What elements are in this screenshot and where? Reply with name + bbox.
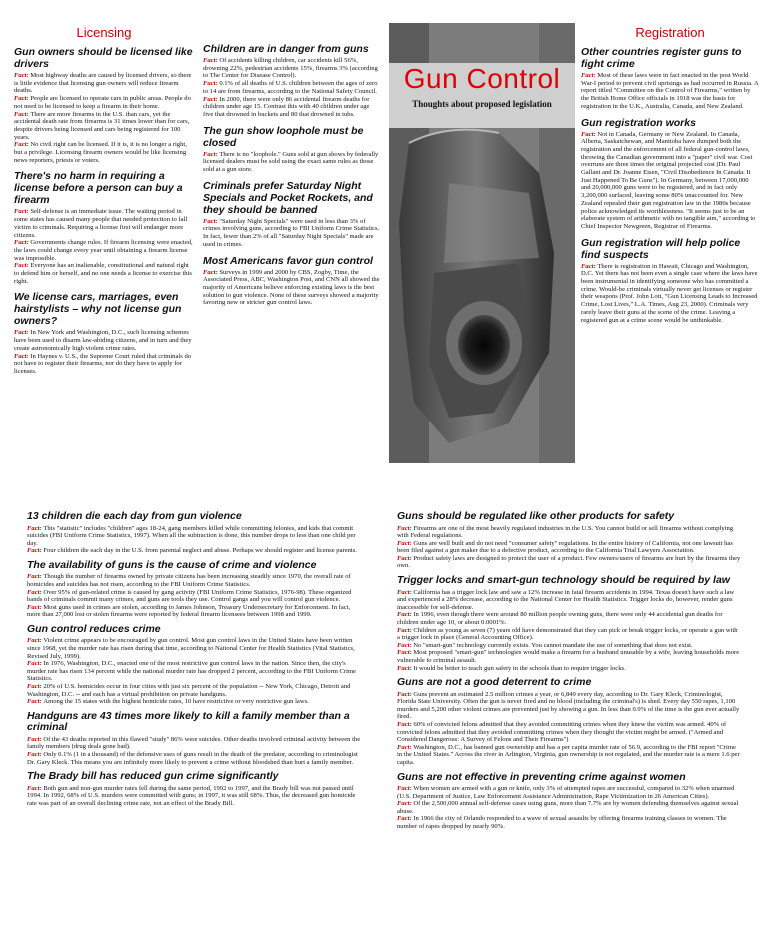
- section-heading: The gun show loophole must be closed: [203, 124, 364, 149]
- licensing-sections: [14, 46, 194, 376]
- fact-label: Fact:: [397, 611, 414, 619]
- section-heading: The Brady bill has reduced gun crime significantly: [27, 770, 279, 783]
- registration-column: [581, 25, 759, 324]
- fact-text: There is no "loophole." Guns sold at gun shows by federally licensed dealers must be sold using the exact same rules as those sold at a gun store.: [203, 150, 379, 174]
- fact-text: 20% of U.S. homicides occur in four cities with just six percent of the population -- New York, Chicago, Detroit and Washington, D.C. -- and each has a virtual prohibition on private handguns.: [27, 683, 351, 698]
- fact-label: Fact:: [27, 735, 44, 743]
- fact-paragraph: [14, 208, 194, 239]
- section-heading: Guns are not a good deterrent to crime: [397, 676, 592, 689]
- fact-paragraph: [397, 785, 742, 800]
- fact-label: Fact:: [203, 57, 220, 64]
- fact-text: Most of these laws were in fact enacted in the post World War-I period to prevent civil uprisings as had occurred in Russia. A report titled "Committee on the Control of Firearms," written by the British Home Office officials in 1918 was the basis for registration in the U.K., Australia, Canada, and New Zealand.: [581, 72, 759, 110]
- fact-label: Fact:: [27, 698, 44, 706]
- registration-sections: [581, 46, 759, 324]
- fact-label: Fact:: [397, 649, 414, 657]
- fact-paragraph: [203, 80, 381, 95]
- fact-label: Fact:: [397, 800, 414, 808]
- fact-text: When women are armed with a gun or knife, only 3% of attempted rapes are successful, compared to 32% when unarmed (U.S. Department of Justice, Law Enforcement Assistance Administration, Rape Victimization in 26 American Cities).: [397, 785, 735, 800]
- fact-label: Fact:: [397, 690, 414, 698]
- fact-paragraph: [14, 72, 194, 95]
- fact-label: Fact:: [581, 262, 598, 270]
- fact-label: Fact:: [14, 110, 31, 118]
- fact-text: Guns are well built and do not need "consumer safety" regulations. In the entire history of California, not one lawsuit has been filed against a gun maker due to a defective product, according to the California Trial Lawyers Association.: [397, 539, 733, 555]
- fact-paragraph: [397, 540, 742, 555]
- fact-paragraph: [397, 665, 742, 673]
- fact-label: Fact:: [203, 80, 220, 88]
- section-heading: Gun registration works: [581, 116, 696, 129]
- fact-label: Fact:: [397, 664, 414, 672]
- fact-text: Most guns used in crimes are stolen, according to James Johnson, Treasury Undersecretary for Enforcement. In fact, more than 27,000 lost or stolen firearms were reported by federal firearm licensees between 1998 and 1999.: [27, 603, 351, 619]
- fact-paragraph: [581, 131, 759, 231]
- fact-text: Governments change rules. If firearm licensing were enacted, the laws could change every year until obtaining a firearm license was impossible.: [14, 239, 193, 262]
- fact-paragraph: [27, 660, 365, 683]
- fact-text: Both gun and non-gun murder rates fell during the same period, 1992 to 1997, and the Brady bill was not passed until 1994. In 1992, 68% of U.S. murders were committed with guns; in 1997, it was still 68%. Thus, the decreased gun homicide rate was part of an overall declining crime rate, not an effect of the Brady Bill.: [27, 784, 356, 807]
- fact-paragraph: [14, 239, 194, 262]
- fact-text: No civil right can be licensed. If it is, it is no longer a right, but a privilege. Licensing firearm owners would be like licensing news reporters, priests or voters.: [14, 141, 187, 164]
- fact-text: Guns prevent an estimated 2.5 million crimes a year, or 6,849 every day, according to Dr. Gary Kleck, Criminologist, Florida State University. Often the gun is never fired and no blood (including the criminal's) is shed. Every day 550 rapes, 1,100 murders and 5,200 other violent crimes are prevented just by showing a gun. In less than 0.9% of the time is the gun ever actually fired.: [397, 690, 740, 721]
- fact-paragraph: [203, 269, 381, 308]
- fact-paragraph: [203, 218, 381, 249]
- section-heading: Criminals prefer Saturday Night Specials and Pocket Rockets, and they should be banned: [203, 179, 373, 216]
- cover-title: Gun Control: [403, 63, 561, 94]
- fact-label: Fact:: [14, 239, 31, 247]
- fact-label: Fact:: [27, 588, 44, 596]
- cover-image-block: [389, 23, 575, 463]
- fact-label: Fact:: [14, 208, 31, 216]
- fact-paragraph: [27, 604, 365, 619]
- fact-text: Of the 2,500,000 annual self-defense cases using guns, more than 7.7% are by women defending themselves against sexual abuse.: [397, 800, 739, 815]
- section-heading: Gun control reduces crime: [27, 622, 161, 635]
- fact-paragraph: [14, 353, 194, 376]
- fact-text: In 2000, there were only 86 accidental firearm deaths for children under age 15. Contrast this with 40 children under age five that drowned in buckets and 80 that drowned in tubs.: [203, 95, 370, 118]
- licensing-column: [14, 25, 194, 376]
- fact-text: In Haynes v. U.S., the Supreme Court ruled that criminals do not have to register their firearms, nor do they have to apply for licenses.: [14, 352, 192, 375]
- fact-label: Fact:: [397, 743, 414, 751]
- fact-text: Over 95% of gun-related crime is caused by gang activity (FBI Uniform Crime Statistics, 1976-98). These organized bands of criminals commit many crimes, and guns are tools they use. Control gangs and you will control gun violence.: [27, 588, 352, 604]
- fact-paragraph: [14, 141, 194, 164]
- fact-text: 0.1% of all deaths of U.S. children between the ages of zero to 14 are from firearms, according to the National Safety Council.: [203, 80, 378, 95]
- section-heading: Children are in danger from guns: [203, 43, 369, 55]
- fact-paragraph: [27, 751, 365, 766]
- fact-label: Fact:: [27, 750, 44, 758]
- fact-text: Most proposed "smart-gun" technologies would make a firearm for a husband unusable by a wife, leaving households more vulnerable to criminal assault.: [397, 649, 740, 664]
- section-heading: We license cars, marriages, even hairstylists – why not license gun owners?: [14, 291, 182, 328]
- fact-label: Fact:: [397, 524, 414, 532]
- fact-text: Four children die each day in the U.S. from parental neglect and abuse. Perhaps we should register and license parents.: [43, 547, 357, 555]
- section-heading: Handguns are 43 times more likely to kill a family member than a criminal: [27, 709, 350, 734]
- fact-text: Product safety laws are designed to protect the user of a product. Few owners/users of firearms are hurt by the firearms they own.: [397, 554, 741, 570]
- fact-text: This "statistic" includes "children" ages 18-24, gang members killed while committing felonies, and kids that commit suicides (FBI Uniform Crime Statistics, 1997). When all the subtraction is done, this number drops to less than one child per day.: [27, 524, 356, 547]
- fact-text: Everyone has an inalienable, constitutional and natural right to defend him or herself, and no one needs a license to exercise this right.: [14, 262, 192, 285]
- fact-label: Fact:: [203, 268, 220, 276]
- fact-text: In 1996, even though there were around 80 million people owning guns, there were only 44 accidental gun deaths for children under age 10, or about 0.0001%.: [397, 611, 723, 626]
- fact-paragraph: [397, 525, 742, 540]
- fact-text: Violent crime appears to be encouraged by gun control. Most gun control laws in the United States have been written since 1968, yet the murder rate has risen during that time, according to National Center for Health Statistics (Vital Statistics, Revised July, 1999).: [27, 637, 355, 660]
- licensing-title: Licensing: [76, 25, 132, 40]
- fact-text: Though the number of firearms owned by private citizens has been increasing steadily since 1970, the overall rate of homicides and suicides has not risen, according to the FBI Uniform Crime Statistics.: [27, 573, 351, 588]
- fact-label: Fact:: [14, 352, 31, 360]
- fact-text: No "smart-gun" technology currently exists. You cannot mandate the use of something that does not exist.: [413, 641, 693, 649]
- fact-paragraph: [27, 736, 365, 751]
- fact-paragraph: [397, 744, 742, 767]
- fact-paragraph: [203, 151, 381, 174]
- fact-paragraph: [397, 642, 742, 650]
- fact-text: Of accidents killing children, car accidents kill 56%, drowning 22%, pedestrian accidents 15%, firearms 3% (according to The Center for Disease Control).: [203, 57, 378, 80]
- fact-label: Fact:: [27, 573, 44, 581]
- fact-text: Most highway deaths are caused by licensed drivers, so there is little evidence that licensing gun owners will reduce firearm deaths.: [14, 72, 192, 95]
- fact-paragraph: [581, 263, 759, 325]
- section-heading: Gun registration will help police find suspects: [581, 236, 741, 261]
- fact-label: Fact:: [27, 547, 44, 555]
- fact-label: Fact:: [27, 660, 44, 668]
- fact-paragraph: [397, 691, 742, 721]
- fact-paragraph: [27, 637, 365, 660]
- registration-title: Registration: [635, 25, 705, 40]
- fact-text: There are more firearms in the U.S. than cars, yet the accidental death rate from firearms is 31 times lower than for cars, despite drivers being licensed and cars being registered for 100 years.: [14, 110, 190, 141]
- fact-paragraph: [27, 589, 365, 604]
- section-heading: Other countries register guns to fight crime: [581, 46, 742, 70]
- fact-paragraph: [14, 329, 194, 352]
- fact-label: Fact:: [397, 720, 414, 728]
- fact-label: Fact:: [397, 641, 414, 649]
- fact-text: Firearms are one of the most heavily regulated industries in the U.S. You cannot build or sell firearms without complying with Federal regulations.: [397, 524, 734, 540]
- fact-label: Fact:: [14, 72, 31, 79]
- fact-text: 60% of convicted felons admitted that they avoided committing crimes when they knew the victim was armed. 40% of convicted felons admitted that they avoided committing crimes when they thought the victim might be armed. ("Armed and Considered Dangerous: A Survey of Felons and Their Firearms"): [397, 720, 727, 744]
- section-heading: Guns are not effective in preventing crime against women: [397, 770, 686, 783]
- fact-label: Fact:: [14, 141, 31, 149]
- fact-paragraph: [14, 111, 194, 142]
- fact-paragraph: [27, 547, 365, 555]
- fact-paragraph: [581, 72, 759, 111]
- fact-label: Fact:: [14, 262, 31, 270]
- fact-text: Washington, D.C., has banned gun ownership and has a per capita murder rate of 56.9, according to the FBI report "Crime in the United States." Across the river in Arlington, Virginia, gun ownership is not regulated, and the murder rate is a mere 1.6 per capita.: [397, 743, 740, 766]
- fact-label: Fact:: [397, 554, 414, 562]
- fact-label: Fact:: [397, 785, 414, 793]
- fact-label: Fact:: [14, 329, 31, 337]
- fact-paragraph: [203, 96, 381, 119]
- fact-label: Fact:: [397, 626, 414, 634]
- fact-text: In 1976, Washington, D.C., enacted one of the most restrictive gun control laws in the nation. Since then, the city's murder rate has risen 134 percent while the national murder rate has dropped 2 percent, according to the FBI Uniform Crime Statistics.: [27, 660, 357, 683]
- fact-paragraph: [397, 815, 742, 830]
- middle-column: [203, 37, 381, 307]
- section-heading: 13 children die each day from gun violence: [27, 510, 242, 522]
- fact-label: Fact:: [203, 95, 220, 103]
- fact-label: Fact:: [27, 683, 44, 690]
- fact-paragraph: [397, 611, 742, 626]
- section-heading: Gun owners should be licensed like drivers: [14, 46, 193, 70]
- fact-label: Fact:: [581, 130, 598, 138]
- fact-label: Fact:: [397, 815, 414, 823]
- fact-label: Fact:: [27, 524, 44, 532]
- fact-text: In 1966 the city of Orlando responded to a wave of sexual assaults by offering firearms training classes to women. The number of rapes dropped by nearly 90%.: [397, 815, 727, 830]
- fact-text: Self-defense is an immediate issue. The waiting period in some states has caused many people that needed protection to fall victim to criminals. Requiring a license first will endanger more citizens.: [14, 208, 188, 239]
- fact-text: Only 0.1% (1 in a thousand) of the defensive uses of guns result in the death of the predator, according to criminologist Dr. Gary Kleck. This means you are infinitely more likely to prevent a crime without bloodshed than hurt a family member.: [27, 750, 358, 766]
- bottom-left-column: [27, 506, 365, 807]
- section-heading: Most Americans favor gun control: [203, 254, 373, 267]
- fact-text: It would be better to teach gun safety in the schools than to require trigger locks.: [413, 664, 626, 672]
- fact-paragraph: [27, 785, 365, 808]
- section-heading: There's no harm in requiring a license before a person can buy a firearm: [14, 170, 183, 207]
- fact-label: Fact:: [27, 603, 44, 611]
- fact-label: Fact:: [203, 150, 220, 158]
- fact-text: "Saturday Night Specials" were used in less than 3% of crimes involving guns, according to FBI Uniform Crime Statistics. In fact, fewer than 2% of all "Saturday Night Specials" made are used in crimes.: [203, 217, 380, 248]
- fact-paragraph: [397, 627, 742, 642]
- bottom-left-sections: [27, 511, 365, 807]
- fact-paragraph: [397, 555, 742, 570]
- fact-label: Fact:: [27, 784, 44, 792]
- section-heading: The availability of guns is the cause of crime and violence: [27, 558, 317, 571]
- fact-paragraph: [27, 573, 365, 588]
- fact-label: Fact:: [14, 95, 31, 103]
- section-heading: Guns should be regulated like other products for safety: [397, 510, 675, 522]
- fact-label: Fact:: [27, 637, 44, 645]
- fact-text: Not in Canada, Germany or New Zealand. In Canada, Alberta, Saskatchewan, and Manitoba have dumped both the registration and the enforcement of all federal gun-control laws, throwing the Canadian government into a "paper" civil war. Cost overruns are three times the original projected cost (Dr. Paul Gallant and Dr. Joanne Eisen, "Civil Disobedience In Canada: It Just Happened To Be Guns"). In Germany, between 17,000,000 and 20,000,000 guns were to be registered, and in fact only 3,200,000 surfaced, leaving some 80% unaccounted for. New Zealand repealed their gun registration law in the 1980s because police acknowledged its worthlessness. "It seems just to be an elaborate system of arithmetic with no tangible aim," according to Chief Inspector Newgreen, Registrar of Firearms.: [581, 130, 756, 230]
- fact-paragraph: [397, 721, 742, 744]
- fact-text: People are licensed to operate cars in public areas. People do not need to be licensed to keep a firearm in their home.: [14, 95, 191, 110]
- fact-text: In New York and Washington, D.C., such licensing schemes have been used to disarm law-abiding citizens, and in turn and they create astronomically high violent crime rates.: [14, 329, 192, 352]
- fact-label: Fact:: [203, 217, 220, 225]
- cover-subtitle: Thoughts about proposed legislation: [412, 99, 552, 109]
- fact-paragraph: [397, 589, 742, 612]
- middle-sections: [203, 43, 381, 307]
- fact-paragraph: [397, 649, 742, 664]
- bottom-right-column: [397, 506, 742, 831]
- fact-text: Of the 43 deaths reported in this flawed "study" 86% were suicides. Other deaths involved criminal activity between the family members (drug deals gone bad).: [27, 735, 361, 751]
- fact-paragraph: [397, 800, 742, 815]
- bottom-right-sections: [397, 511, 742, 831]
- section-heading: Trigger locks and smart-gun technology should be required by law: [397, 574, 730, 587]
- fact-label: Fact:: [397, 539, 414, 547]
- fact-text: Surveys in 1999 and 2000 by CBS, Zogby, Time, the Associated Press, ABC, Washington Post, and CNN all showed the majority of Americans believe enforcing existing laws is the best solution to gun violence. None of these surveys showed a majority favoring new or stricter gun control laws.: [203, 268, 380, 307]
- fact-paragraph: [27, 698, 365, 706]
- fact-paragraph: [14, 262, 194, 285]
- fact-paragraph: [27, 525, 365, 548]
- fact-text: Among the 15 states with the highest homicide rates, 10 have restrictive or very restrictive gun laws.: [43, 698, 309, 706]
- fact-text: There is registration in Hawaii, Chicago and Washington, D.C. Yet there has not been even a single case where the laws have been instrumental in identifying someone who has committed a crime. Would-be criminals virtually never get licenses or register their weapons (Prof. John Lott, "Gun Licensing Leads to Increased Crime, Lost Lives," L.A. Times, Aug 23, 2000). Criminals very rarely leave their guns at the scene of the crime. Leaving a registered gun at a crime scene would be unthinkable.: [581, 262, 758, 324]
- fact-label: Fact:: [397, 588, 414, 596]
- fact-paragraph: [203, 57, 381, 80]
- fact-text: California has a trigger lock law and saw a 12% increase in fatal firearm accidents in 1994. Texas doesn't have such a law and experienced a 28% decrease, according to the National Center for Health Statistics. Trigger locks do, however, render guns inaccessible for self-defense.: [397, 588, 735, 611]
- fact-paragraph: [27, 683, 365, 698]
- fact-paragraph: [14, 95, 194, 110]
- fact-text: Children as young as seven (7) years old have demonstrated that they can pick or break trigger locks, or operate a gun with a trigger lock in place (General Accounting Office).: [397, 626, 738, 642]
- fact-label: Fact:: [581, 72, 598, 79]
